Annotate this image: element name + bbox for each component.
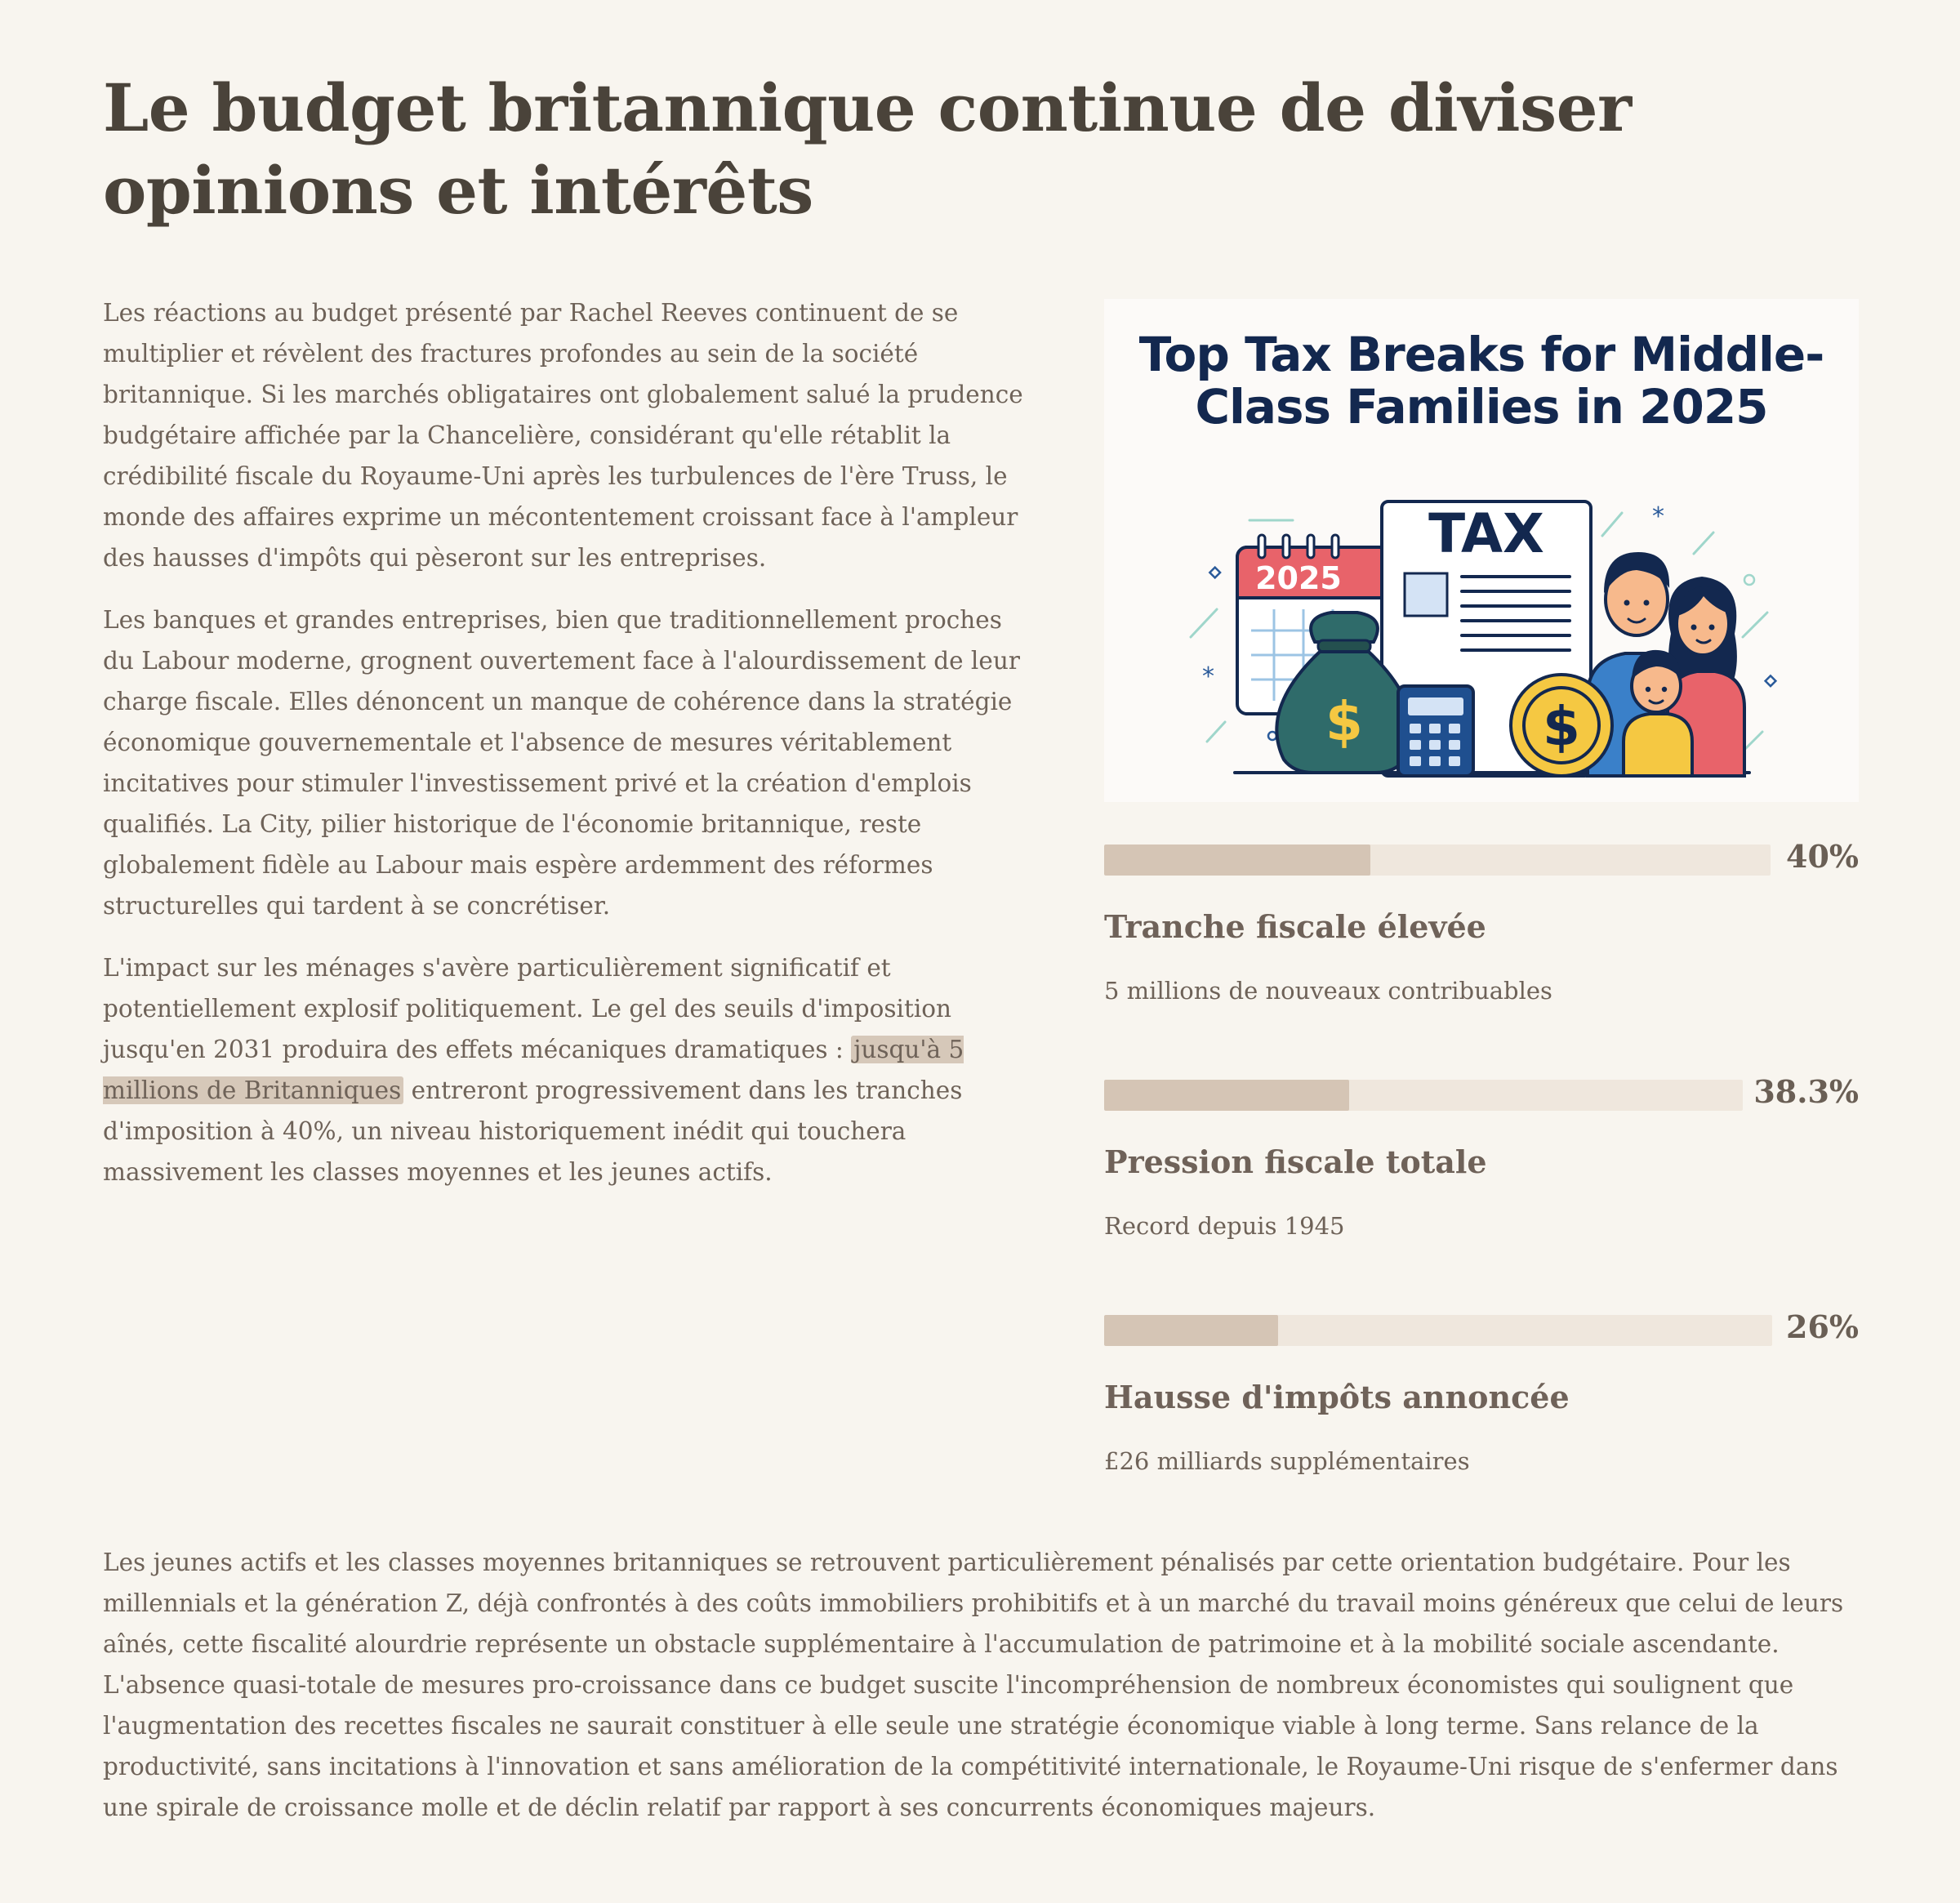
- paragraph-1: Les réactions au budget présenté par Rachel Reeves continuent de se multiplier et révèlent des fractures profondes au sein de la société britannique. Si les marchés obligataires ont globalement salué la prudence budgétaire affichée par la Chancelière, considérant qu'elle rétablit la crédibilité fiscale du Royaume-Uni après les turbulences de l'ère Truss, le monde des affaires exprime un mécontentement croissant face à l'ampleur des hausses d'impôts qui pèseront sur les entreprises.: [103, 299, 1023, 572]
- article-title: Le budget britannique continue de diviser opinions et intérêts: [103, 69, 1632, 229]
- stat-tax-burden: [1104, 1073, 1859, 1251]
- highlighted-phrase: jusqu'à 5 millions de Britanniques: [103, 1036, 964, 1104]
- stat-progress-bar: [1104, 1080, 1743, 1111]
- stat-description: Record depuis 1945: [1104, 1212, 1345, 1240]
- stat-progress-fill: [1104, 1315, 1278, 1346]
- tax-document-label: TAX: [1428, 502, 1544, 565]
- stat-description: £26 milliards supplémentaires: [1104, 1447, 1470, 1475]
- stat-description: 5 millions de nouveaux contribuables: [1104, 977, 1552, 1005]
- tax-infographic-image: [1104, 299, 1859, 802]
- infographic-illustration: [1104, 299, 1859, 802]
- stat-value: 26%: [1786, 1308, 1859, 1345]
- asterisk-icon: *: [1652, 502, 1664, 531]
- paragraph-4: Les jeunes actifs et les classes moyennes britanniques se retrouvent particulièrement pénalisés par cette orientation budgétaire. Pour les millennials et la génération Z, déjà confrontés à des coûts immobiliers prohibitifs et à un marché du travail moins généreux que celui de leurs aînés, cette fiscalité alourdrie représente un obstacle supplémentaire à l'accumulation de patrimoine et à la mobilité sociale ascendante. L'absence quasi-totale de mesures pro-croissance dans ce budget suscite l'incompréhension de nombreux économistes qui soulignent que l'augmentation des recettes fiscales ne saurait constituer à elle seule une stratégie économique viable à long terme. Sans relance de la productivité, sans incitations à l'innovation et sans amélioration de la compétitivité internationale, le Royaume-Uni risque de s'enfermer dans une spirale de croissance molle et de déclin relatif par rapport à ses concurrents économiques majeurs.: [103, 1549, 1844, 1821]
- stat-tax-bracket: [1104, 838, 1859, 1016]
- stat-tax-increase: [1104, 1308, 1859, 1486]
- stat-progress-fill: [1104, 845, 1370, 876]
- stat-progress-bar: [1104, 845, 1771, 876]
- stat-progress-fill: [1104, 1080, 1349, 1111]
- article-body-left: [103, 292, 1034, 1214]
- paragraph-3-text-start: L'impact sur les ménages s'avère particulièrement significatif et potentiellement explosif politiquement. Le gel des seuils d'imposition jusqu'en 2031 produira des effets mécaniques dramatiques :: [103, 954, 952, 1063]
- stat-title: Hausse d'impôts annoncée: [1104, 1379, 1570, 1415]
- coin-icon: [1511, 675, 1612, 776]
- calculator-icon: [1398, 686, 1473, 776]
- stat-title: Tranche fiscale élevée: [1104, 908, 1486, 945]
- dollar-icon: $: [1543, 695, 1580, 758]
- stat-progress-bar: [1104, 1315, 1772, 1346]
- calendar-year-label: 2025: [1255, 560, 1342, 596]
- stat-value: 40%: [1786, 838, 1859, 875]
- dollar-icon: $: [1325, 690, 1363, 753]
- paragraph-3-text-end: entreront progressivement dans les tranches d'imposition à 40%, un niveau historiquement inédit qui touchera massivement les classes moyennes et les jeunes actifs.: [103, 1076, 963, 1186]
- infographic-title: Top Tax Breaks for Middle-Class Families in 2025: [1138, 327, 1824, 435]
- paragraph-2: Les banques et grandes entreprises, bien que traditionnellement proches du Labour moderne, grognent ouvertement face à l'alourdissement de leur charge fiscale. Elles dénoncent un manque de cohérence dans la stratégie économique gouvernementale et l'absence de mesures véritablement incitatives pour stimuler l'investissement privé et la création d'emplois qualifiés. La City, pilier historique de l'économie britannique, reste globalement fidèle au Labour mais espère ardemment des réformes structurelles qui tardent à se concrétiser.: [103, 606, 1020, 920]
- asterisk-icon: *: [1202, 662, 1214, 691]
- family-illustration: [1588, 552, 1744, 776]
- stat-title: Pression fiscale totale: [1104, 1143, 1487, 1180]
- stat-value: 38.3%: [1753, 1073, 1859, 1110]
- paragraph-3: [103, 947, 1034, 1192]
